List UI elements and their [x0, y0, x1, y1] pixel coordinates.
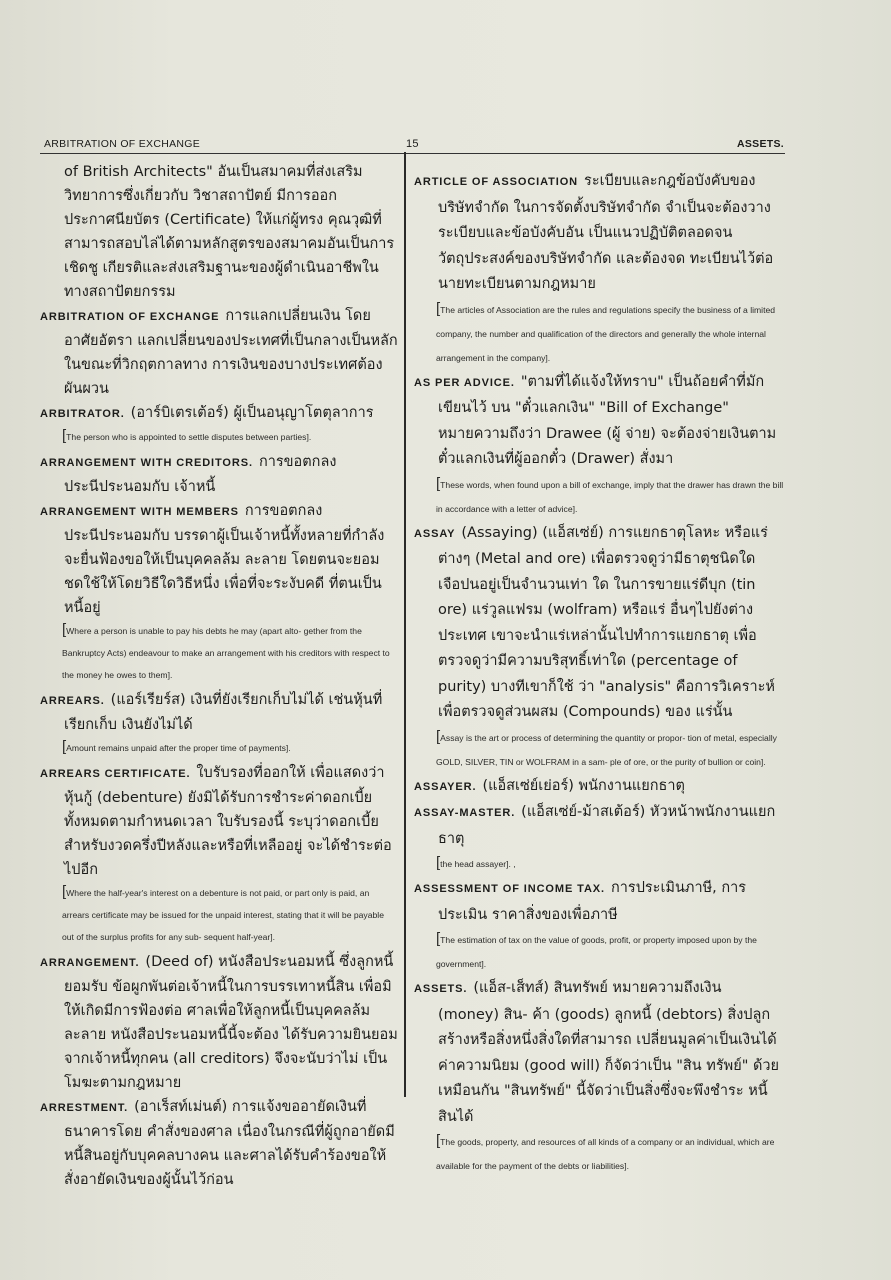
dictionary-entry: [414, 800, 786, 852]
dictionary-entry: [40, 401, 398, 426]
page-number: 15: [406, 138, 419, 150]
open-bracket: [: [436, 299, 441, 317]
definition-text: of British Architects" อันเป็นสมาคมที่ส่งเสริมวิทยาการซึ่งเกี่ยวกับ: [64, 164, 363, 204]
note-line: gether from the Bankruptcy Acts) endeavour to make an arrangement: [62, 626, 362, 658]
headword: ARRANGEMENT WITH CREDITORS.: [40, 457, 253, 469]
definition-text: ใด ในการขายแร่ดีบุก (tin ore) แร่วูลแฟรม (wolfram) หรือแร่: [438, 576, 756, 618]
note-line: ple of ore, or the purity of bullion or coin].: [609, 756, 766, 767]
english-definition-note: [62, 620, 398, 686]
definition-text: อื่นๆไปยังต่างประเทศ เขาจะนำแร่เหล่านั้นไปทำการแยกธาตุ เพื่อ: [438, 602, 757, 644]
open-bracket: [: [436, 854, 441, 871]
running-header-right: ASSETS.: [737, 138, 785, 150]
definition-text: (อาร์บิเตรเต้อร์) ผู้เป็นอนุญาโตตุลาการ: [130, 405, 374, 421]
dictionary-entry: [414, 521, 786, 726]
note-line: Where the half-year's interest on a debenture is not paid, or part: [66, 888, 310, 898]
open-bracket: [: [436, 474, 441, 492]
dictionary-entry: [414, 169, 786, 298]
note-line: Assay is the art or process of determining the quantity or propor-: [440, 732, 686, 743]
note-line: The estimation of tax on the value of goods, profit, or property: [440, 935, 675, 945]
note-line: the business of a limited company, the number and qualification of the: [436, 304, 776, 339]
headword: ARBITRATOR.: [40, 408, 125, 420]
headword: ASSAY: [414, 527, 456, 540]
definition-text: เงินยังไม่ได้: [121, 717, 193, 733]
note-line: The person who is appointed to settle disputes between parties].: [66, 432, 312, 442]
headword: ASSESSMENT OF INCOME TAX.: [414, 883, 605, 895]
dictionary-entry: [40, 688, 398, 737]
headword: ARREARS.: [40, 695, 105, 707]
definition-text: คำสั่งของศาล เนื่องในกรณีที่ผู้ถูกอายัดมีหนี้สินอยู่กับบุคคลบางคน: [64, 1124, 395, 1164]
definition-text: และศาลได้รับคำร้องขอให้สั่งอายัดเงินของผู้นั้นไว้ก่อน: [64, 1148, 387, 1188]
dictionary-entry: [40, 950, 398, 1095]
definition-text: เกียรติและส่งเสริมฐานะของผู้ดำเนินอาชีพในทางสถาปัตยกรรม: [64, 260, 379, 300]
note-line: drawer has drawn the bill in accordance with a letter of advice].: [436, 479, 784, 514]
open-bracket: [: [62, 621, 67, 638]
entry-continuation: [40, 160, 398, 304]
open-bracket: [: [436, 727, 441, 745]
headword: ASSAY-MASTER.: [414, 807, 516, 819]
definition-text: ที่ตนเป็นหนี้อยู่: [64, 576, 382, 616]
definition-text: ได้รับความยินยอมจากเจ้าหนี้ทุกคน (all creditors) จึงจะนับว่าไม่: [64, 1027, 398, 1067]
definition-text: วิชาสถาปัตย์ มีการออกประกาศนียบัตร (Certificate) ให้แก่ผู้ทรง: [64, 188, 338, 228]
headword: ASSAYER.: [414, 780, 477, 793]
definition-text: ราคาสิ่งของเพื่อภาษี: [491, 906, 618, 923]
definition-text: ใบรับรองนี้ ระบุว่าดอกเบี้ยสำหรับงวดครึ่งปีหลังและหรือที่เหลืออยู่: [64, 814, 379, 854]
english-definition-note: [436, 852, 786, 876]
definition-text: เป็นแนวปฏิบัติตลอดจนวัตถุประสงค์ของบริษัทจำกัด และต้องจด: [438, 225, 733, 267]
definition-text: แร่นั้น: [695, 704, 733, 720]
definition-text: (Assaying) (แอ็สเซ่ย์) การแยกธาตุโลหะ หรือแร่ต่างๆ: [438, 524, 768, 567]
headword: ASSETS.: [414, 983, 468, 995]
dictionary-entry: [40, 1095, 398, 1192]
definition-text: (Deed of) หนังสือประนอมหนี้ ซึ่งลูกหนี้ยอมรับ: [64, 954, 394, 995]
definition-text: จะได้ชำระต่อไปอีก: [64, 838, 392, 878]
note-line: Where a person is unable to pay his debts he may (apart alto-: [66, 626, 302, 636]
definition-text: ข้อผูกพันต่อเจ้าหนี้ในการบรรเทาหนี้สิน เพื่อมิให้เกิดมีการฟ้องต่อ: [64, 979, 392, 1019]
definition-text: เจ้าหนี้: [174, 479, 216, 495]
english-definition-note: [62, 882, 398, 948]
definition-text: (แอ็สเซ่ย์-ม้าสเต้อร์) หัวหน้าพนักงานแยกธาตุ: [438, 804, 776, 847]
definition-text: ทรัพย์" ด้วยเหมือนกัน "สินทรัพย์" นี้จัดว่าเป็นสิ่งซึ่งจะพึงชำระ: [438, 1057, 780, 1099]
definition-text: "ตามที่ได้แจ้งให้ทราบ" เป็นถ้อยคำที่มักเขียนไว้: [438, 373, 765, 416]
definition-text: หนี้สินได้: [438, 1083, 768, 1125]
open-bracket: [: [436, 1132, 441, 1149]
english-definition-note: [62, 426, 398, 448]
note-line: tion of metal, especially GOLD, SILVER, TIN or WOLFRAM in a sam-: [436, 732, 777, 767]
note-line: sequent half-year].: [203, 932, 276, 942]
definition-text: (แอ็ส-เส็ทส์) สินทรัพย์ หมายความถึงเงิน (money) สิน-: [438, 980, 722, 1023]
dictionary-entry: [40, 450, 398, 499]
definition-text: บน "ตั๋วแลกเงิน" "Bill of Exchange" หมายความถึงว่า Drawee (ผู้: [438, 400, 729, 442]
open-bracket: [: [62, 738, 67, 755]
definition-text: (Metal and ore) เพื่อตรวจดูว่ามีธาตุชนิดใดเจือปนอยู่เป็นจำนวนเท่า: [438, 551, 756, 593]
definition-text: แลกเปลี่ยนของประเทศที่เป็นกลางเป็นหลักในขณะที่วิกฤตกาลทาง: [64, 333, 398, 373]
dictionary-entry: [40, 761, 398, 882]
note-line: an individual, which are available for the payment of the debts or: [436, 1137, 775, 1171]
definition-text: การประเมินภาษี, การประเมิน: [438, 880, 747, 923]
english-definition-note: [436, 726, 786, 774]
headword: AS PER ADVICE.: [414, 376, 515, 389]
definition-text: บรรดาผู้เป็นเจ้าหนี้ทั้งหลายที่กำลังจะยื่นฟ้องขอให้เป็นบุคคลล้ม: [64, 528, 385, 568]
english-definition-note: [62, 737, 398, 759]
headword: ARRANGEMENT WITH MEMBERS: [40, 506, 239, 518]
definition-text: ว่า "analysis" คือการวิเคราะห์เพื่อตรวจดูส่วนผสม (Compounds) ของ: [438, 678, 775, 720]
note-line: with his creditors with respect to the money he owes to them].: [62, 648, 390, 680]
definition-text: การขอตกลงประนีประนอมกับ: [64, 503, 323, 544]
definition-text: ระเบียบและกฎข้อบังคับของบริษัทจำกัด: [438, 173, 756, 216]
headword: ARREARS CERTIFICATE.: [40, 768, 191, 780]
definition-text: (debenture) ยังมิได้รับการชำระค่าดอกเบี้ยทั้งหมดตามกำหนดเวลา: [64, 790, 373, 830]
dictionary-entry: [414, 976, 786, 1130]
note-line: directors and generally the whole internal arrangement in the company].: [436, 328, 766, 363]
definition-text: เปลี่ยนมูลค่าเป็นเงินได้ ค่าความนิยม (good will) ก็จัดว่าเป็น "สิน: [438, 1032, 777, 1074]
column-divider: [404, 152, 406, 1097]
note-line: The articles of Association are the rules and regulations specify: [440, 304, 681, 315]
definition-text: ใบรับรองที่ออกให้ เพื่อแสดงว่าหุ้นกู้: [64, 765, 385, 806]
note-line: liabilities].: [591, 1161, 630, 1171]
header-rule: [40, 153, 785, 154]
dictionary-entry: [414, 370, 786, 473]
right-column: [414, 169, 786, 1178]
headword: ARRESTMENT.: [40, 1102, 129, 1114]
english-definition-note: [436, 473, 786, 521]
dictionary-entry: [40, 499, 398, 620]
dictionary-entry: [414, 876, 786, 928]
left-column: [40, 160, 398, 1192]
note-line: stating that it will be payable out of the surplus profits for any sub-: [62, 910, 384, 942]
running-header-left: ARBITRATION OF EXCHANGE: [44, 138, 201, 150]
dictionary-entry: [40, 304, 398, 401]
definition-text: ค้า (goods) ลูกหนี้ (debtors) สิ่งปลูกสร้างหรือสิ่งหนึ่งสิ่งใดที่สามารถ: [438, 1006, 771, 1048]
headword: ARBITRATION OF EXCHANGE: [40, 311, 220, 323]
definition-text: (แอ็สเซ่ย์เย่อร์) พนักงานแยกธาตุ: [482, 777, 685, 794]
definition-text: (อาเร็สท์เม่นต์) การแจ้งขออายัดเงินที่ธนาคารโดย: [64, 1099, 367, 1140]
definition-text: คุณวุฒิที่สามารถสอบไล่ได้ตามหลักสูตรของสมาคมอันเป็นการเชิดชู: [64, 212, 395, 276]
definition-text: จ่าย) จะต้องจ่ายเงินตามตั๋วแลกเงินที่ผู้ออกตั๋ว (Drawer) สั่งมา: [438, 425, 777, 467]
definition-text: ละลาย โดยตนจะยอมชดใช้ให้โดยวิธีใดวิธีหนึ่ง เพื่อที่จะระงับคดี: [64, 552, 380, 592]
note-line: Amount remains unpaid after the proper time of payments].: [66, 743, 291, 753]
definition-text: ทะเบียนไว้ต่อนายทะเบียนตามกฎหมาย: [438, 250, 774, 292]
definition-text: ในการจัดตั้งบริษัทจำกัด จำเป็นจะต้องวางระเบียบและข้อบังคับอัน: [438, 199, 771, 241]
note-line: These words, when found upon a bill of exchange, imply that the: [440, 479, 686, 490]
english-definition-note: [436, 298, 786, 370]
open-bracket: [: [436, 930, 441, 947]
note-line: the head assayer]. ,: [440, 859, 516, 869]
open-bracket: [: [62, 883, 67, 900]
headword: ARRANGEMENT.: [40, 957, 140, 969]
definition-text: การแลกเปลี่ยนเงิน โดยอาศัยอัตรา: [64, 308, 371, 349]
definition-text: ศาลเพื่อให้ลูกหนี้เป็นบุคคลล้มละลาย หนังสือประนอมหนี้นี้จะต้อง: [64, 1003, 371, 1043]
open-bracket: [: [62, 427, 67, 444]
headword: ARTICLE OF ASSOCIATION: [414, 176, 579, 188]
dictionary-entry: [414, 774, 786, 801]
definition-text: ตรวจดูว่ามีความบริสุทธิ์เท่าใด (percentage of purity) บางทีเขาก็ใช้: [438, 653, 738, 695]
definition-text: (แอร์เรียร์ส) เงินที่ยังเรียกเก็บไม่ได้ เช่นหุ้นที่เรียกเก็บ: [64, 692, 383, 733]
english-definition-note: [436, 928, 786, 976]
definition-text: การขอตกลงประนีประนอมกับ: [64, 454, 337, 495]
note-line: imposed upon by the government].: [436, 935, 757, 969]
note-line: only is paid, an arrears certificate may be issued for the unpaid interest,: [62, 888, 370, 920]
english-definition-note: [436, 1130, 786, 1178]
note-line: The goods, property, and resources of all kinds of a company or: [440, 1137, 683, 1147]
definition-text: เป็นโมฆะตามกฎหมาย: [64, 1051, 388, 1091]
definition-text: การเงินของบางประเทศต้องผันผวน: [64, 357, 383, 397]
